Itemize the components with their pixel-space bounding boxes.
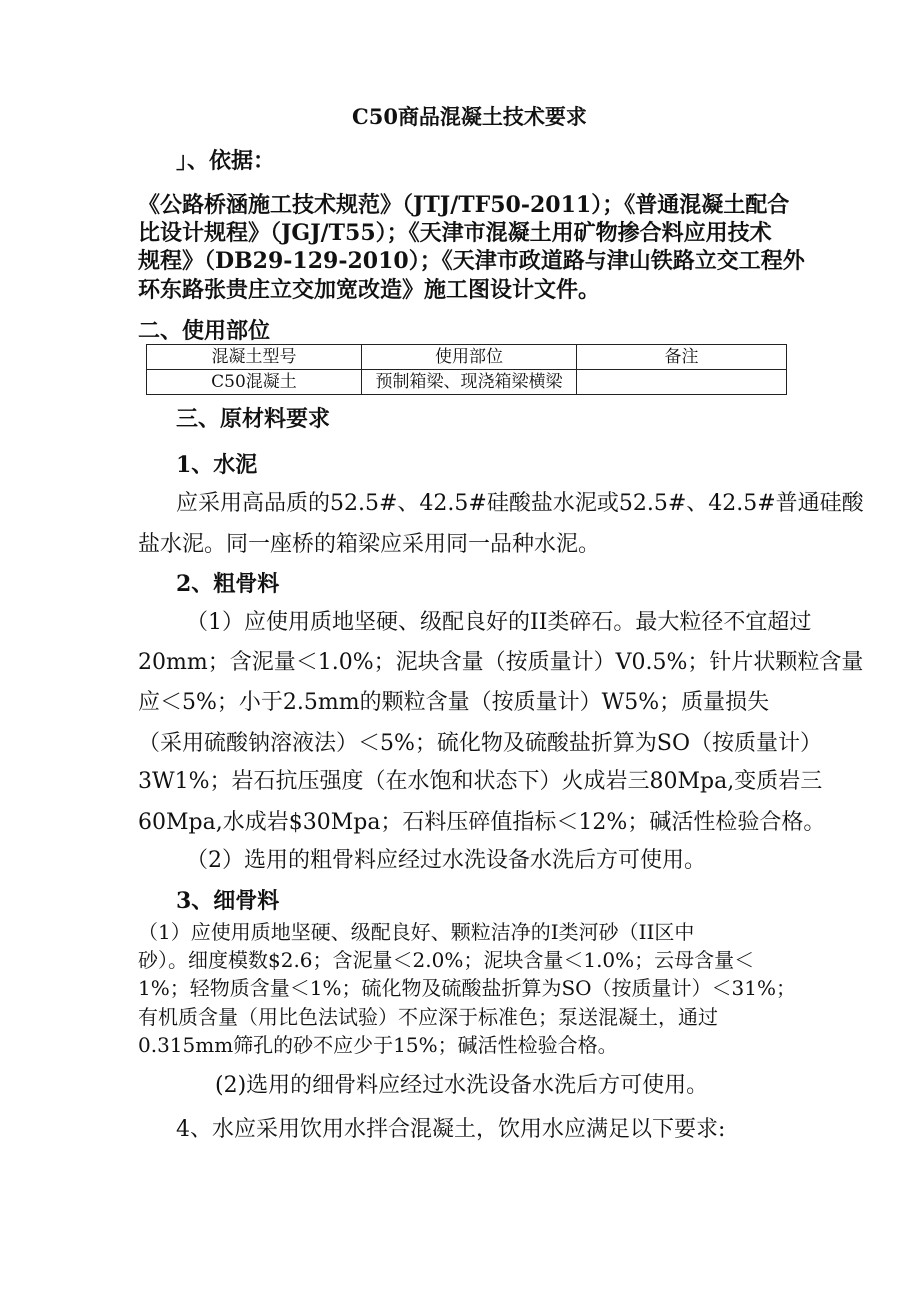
coarse-heading: 2、粗骨料	[176, 571, 280, 597]
coarse-line-4: （采用硫酸钠溶液法）＜5%；硫化物及硫酸盐折算为SO（按质量计）	[138, 731, 823, 756]
fine-line-1: （1）应使用质地坚硬、级配良好、颗粒洁净的I类河砂（II区中	[138, 920, 695, 944]
water-line: 4、水应采用饮用水拌合混凝土，饮用水应满足以下要求:	[176, 1117, 726, 1142]
table-cell: 预制箱梁、现浇箱梁横梁	[362, 370, 577, 395]
table-cell	[577, 370, 787, 395]
fine-line-5: 0.315mm筛孔的砂不应少于15%；碱活性检验合格。	[138, 1033, 618, 1057]
page-title: C50商品混凝土技术要求	[352, 104, 587, 129]
table-header-cell: 备注	[577, 345, 787, 370]
coarse-line-7: （2）选用的粗骨料应经过水洗设备水洗后方可使用。	[186, 848, 706, 873]
fine-heading: 3、细骨料	[176, 888, 280, 914]
table-header-row	[147, 345, 787, 370]
fine-line-4: 有机质含量（用比色法试验）不应深于标准色；泵送混凝土，通过	[138, 1005, 718, 1029]
coarse-line-5: 3W1%；岩石抗压强度（在水饱和状态下）火成岩三80Mpa,变质岩三	[138, 769, 823, 794]
coarse-line-6: 60Mpa,水成岩$30Mpa；石料压碎值指标＜12%；碱活性检验合格。	[138, 810, 826, 835]
section1-line-1: 《公路桥涵施工技术规范》（JTJ/TF50-2011）；《普通混凝土配合	[138, 192, 790, 218]
cement-heading: 1、水泥	[176, 452, 258, 478]
table-header-cell: 混凝土型号	[147, 345, 362, 370]
table-header-cell: 使用部位	[362, 345, 577, 370]
coarse-line-1: （1）应使用质地坚硬、级配良好的II类碎石。最大粒径不宜超过	[186, 610, 812, 635]
fine-line-3: 1%；轻物质含量＜1%；硫化物及硫酸盐折算为SO（按质量计）＜31%；	[138, 976, 797, 1000]
coarse-line-3: 应＜5%；小于2.5mm的颗粒含量（按质量计）W5%；质量损失	[138, 690, 770, 715]
section1-heading: 」、依据：	[176, 148, 276, 174]
coarse-line-2: 20mm；含泥量＜1.0%；泥块含量（按质量计）V0.5%；针片状颗粒含量	[138, 650, 864, 675]
section2-heading: 二、使用部位	[138, 318, 271, 344]
table-row	[147, 370, 787, 395]
fine-line-2: 砂）。细度模数$2.6；含泥量＜2.0%；泥块含量＜1.0%；云母含量＜	[138, 948, 755, 972]
section3-heading: 三、原材料要求	[176, 406, 331, 432]
cement-line-2: 盐水泥。同一座桥的箱梁应采用同一品种水泥。	[138, 532, 601, 557]
cement-line-1: 应采用高品质的52.5#、42.5#硅酸盐水泥或52.5#、42.5#普通硅酸	[176, 491, 864, 516]
section1-line-4: 环东路张贵庄立交加宽改造》施工图设计文件。	[138, 277, 601, 303]
fine-line-6: (2)选用的细骨料应经过水洗设备水洗后方可使用。	[215, 1073, 709, 1098]
table-cell: C50混凝土	[147, 370, 362, 395]
section1-line-3: 规程》（DB29-129-2010）；《天津市政道路与津山铁路立交工程外	[138, 248, 805, 274]
section1-line-2: 比设计规程》（JGJ/T55）；《天津市混凝土用矿物掺合料应用技术	[138, 220, 772, 246]
usage-table	[146, 344, 787, 395]
